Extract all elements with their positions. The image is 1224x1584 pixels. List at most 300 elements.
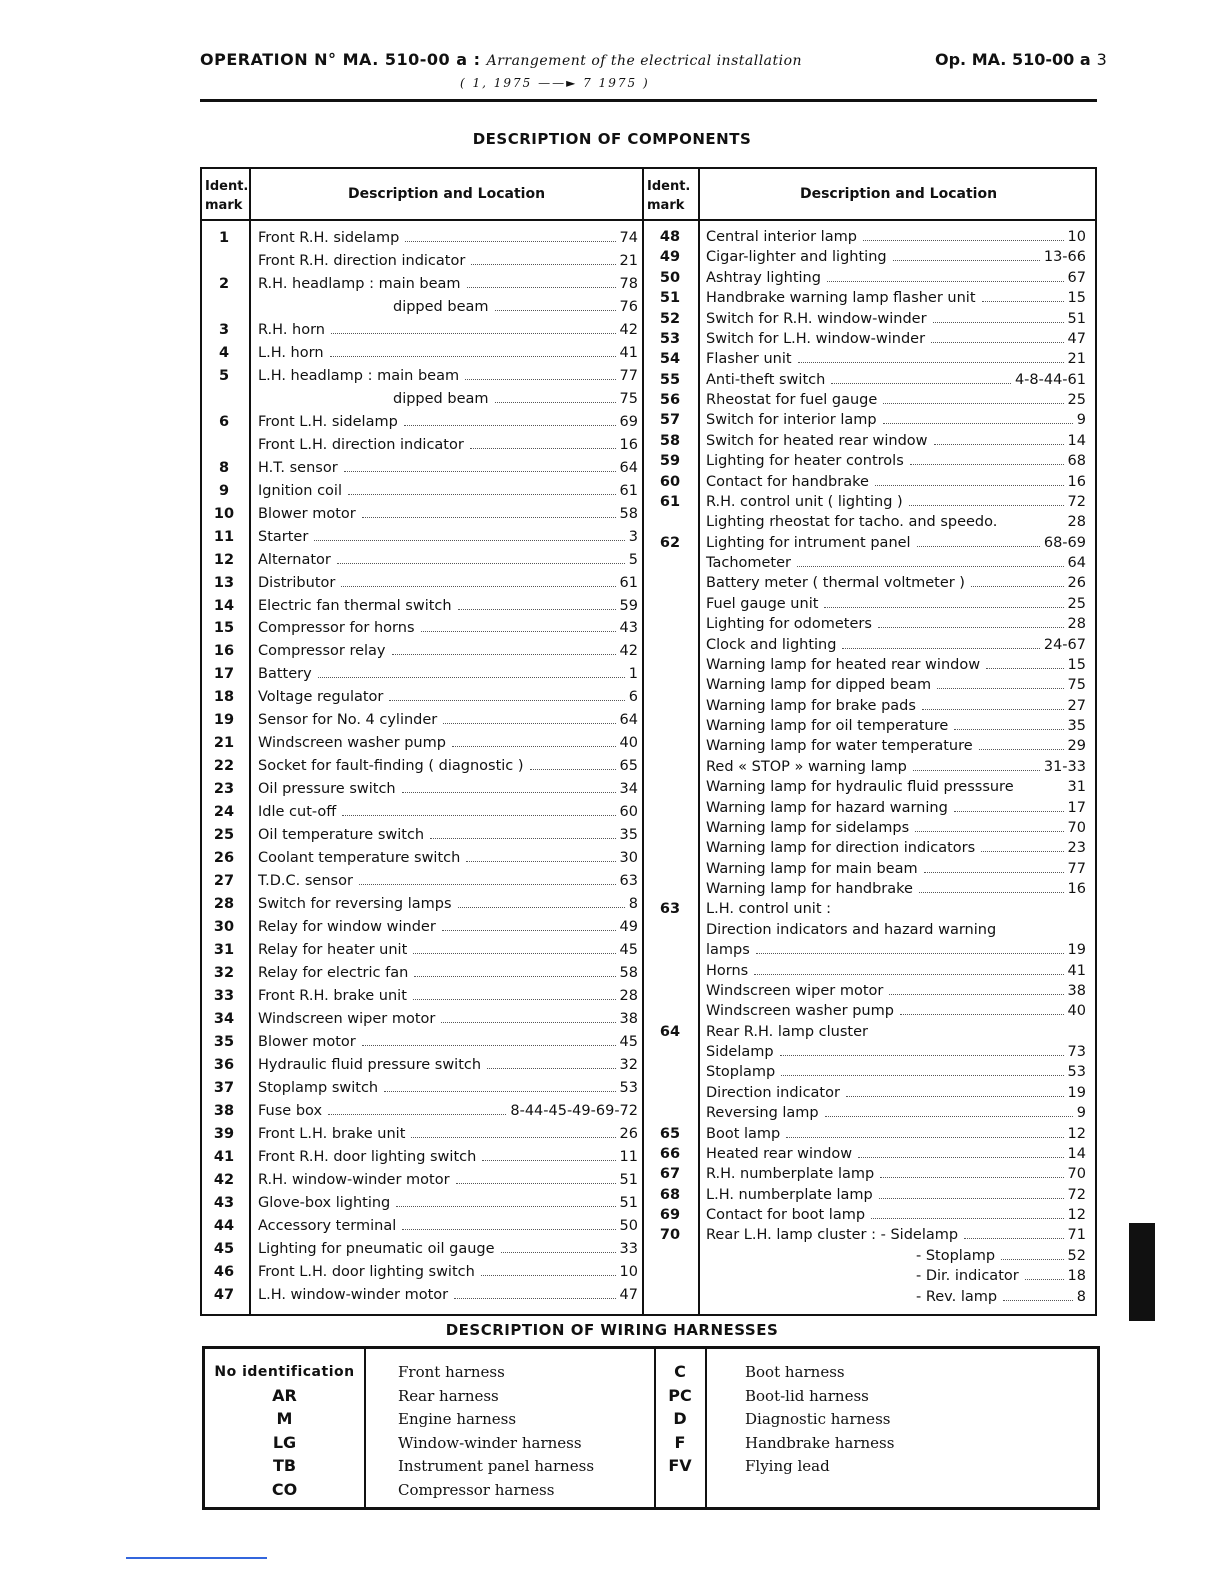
component-row: [202, 227, 642, 250]
ident-mark: 39: [213, 1125, 235, 1142]
component-row: [202, 916, 642, 939]
harness-code: PC: [668, 1385, 692, 1405]
components-table: [200, 167, 1097, 1316]
component-description: Central interior lamp: [706, 229, 857, 245]
component-description: Accessory terminal: [258, 1217, 397, 1234]
dot-leader: [441, 1022, 615, 1023]
component-row: [644, 472, 1097, 492]
component-row: [644, 798, 1097, 818]
dot-leader: [454, 1298, 615, 1299]
dot-leader: [831, 383, 1011, 384]
component-description: dipped beam: [393, 390, 489, 407]
location-reference: 24-67: [1043, 636, 1086, 653]
dot-leader: [1025, 1279, 1064, 1280]
location-reference: 75: [1067, 677, 1086, 694]
component-row: [644, 288, 1097, 308]
dot-leader: [781, 1075, 1063, 1076]
location-reference: 76: [619, 298, 638, 315]
dot-leader: [910, 464, 1064, 465]
location-reference: 8: [1076, 1288, 1086, 1305]
dot-leader: [331, 333, 616, 334]
dot-leader: [986, 668, 1063, 669]
component-description: Windscreen washer pump: [258, 735, 446, 752]
ident-mark: 49: [659, 249, 681, 266]
component-row: [202, 572, 642, 595]
component-row: [644, 594, 1097, 614]
component-description: Hydraulic fluid pressure switch: [258, 1056, 482, 1073]
dot-leader: [530, 769, 616, 770]
component-description: Warning lamp for sidelamps: [706, 819, 910, 836]
location-reference: 51: [1067, 310, 1086, 327]
location-reference: 33: [619, 1240, 638, 1257]
component-row: [644, 349, 1097, 369]
component-description: R.H. window-winder motor: [258, 1171, 450, 1188]
component-description: Fuel gauge unit: [706, 595, 819, 612]
location-reference: 26: [619, 1125, 638, 1142]
component-description: Relay for heater unit: [258, 942, 408, 959]
location-reference: 13-66: [1043, 249, 1086, 266]
component-description: Battery meter ( thermal voltmeter ): [706, 575, 965, 592]
dot-leader: [413, 953, 615, 954]
location-reference: 34: [619, 781, 638, 798]
location-reference: 47: [1067, 330, 1086, 347]
header-divider: [202, 219, 1095, 221]
component-row: [202, 503, 642, 526]
component-description: Rear R.H. lamp cluster: [706, 1023, 868, 1040]
col-desc-right: Description and Location: [799, 186, 998, 202]
harness-name: Rear harness: [398, 1386, 499, 1405]
location-reference: 64: [1067, 555, 1086, 571]
location-reference: 50: [619, 1217, 638, 1234]
location-reference: 31: [1067, 779, 1086, 796]
harness-name: Instrument panel harness: [398, 1457, 595, 1475]
ident-mark: 34: [213, 1010, 235, 1027]
ident-mark: 28: [213, 896, 235, 913]
component-row: [644, 1266, 1097, 1286]
location-reference: 67: [1067, 269, 1086, 286]
ident-mark: 6: [218, 413, 230, 430]
dot-leader: [458, 907, 625, 908]
left-component-list: [202, 227, 642, 1307]
component-row: [644, 1246, 1097, 1266]
component-row: [644, 635, 1097, 655]
component-row: [644, 757, 1097, 777]
harness-name: Front harness: [398, 1363, 505, 1381]
location-reference: 38: [619, 1010, 638, 1027]
location-reference: 52: [1067, 1247, 1086, 1264]
component-description: Stoplamp switch: [258, 1079, 379, 1096]
component-description: Rear L.H. lamp cluster : - Sidelamp: [706, 1227, 959, 1244]
dot-leader: [934, 444, 1064, 445]
ident-mark: 66: [659, 1145, 681, 1162]
component-description: Direction indicators and hazard warning: [706, 921, 997, 938]
component-row: [644, 247, 1097, 267]
harnesses-title: DESCRIPTION OF WIRING HARNESSES: [445, 1321, 779, 1339]
dot-leader: [495, 310, 616, 311]
component-row: [644, 553, 1097, 573]
harness-name: Boot-lid harness: [745, 1386, 869, 1405]
component-description: Warning lamp for handbrake: [706, 881, 913, 897]
component-row: [644, 655, 1097, 675]
component-description: R.H. numberplate lamp: [706, 1166, 875, 1183]
component-description: Glove-box lighting: [258, 1194, 391, 1211]
dot-leader: [404, 425, 616, 426]
component-row: [202, 365, 642, 388]
dot-leader: [982, 301, 1064, 302]
location-reference: 11: [619, 1148, 638, 1165]
dot-leader: [471, 264, 615, 265]
dot-leader: [405, 241, 615, 242]
ident-mark: 64: [659, 1023, 681, 1040]
location-reference: 73: [1067, 1044, 1086, 1060]
ident-mark: 23: [213, 781, 235, 798]
component-row: [202, 1215, 642, 1238]
component-description: Relay for window winder: [258, 919, 436, 936]
location-reference: 30: [619, 850, 638, 867]
location-reference: 8-44-45-49-69-72: [510, 1102, 638, 1119]
component-row: [644, 492, 1097, 512]
ident-mark: 48: [659, 229, 681, 245]
harness-code: No identification: [214, 1364, 355, 1380]
component-row: [644, 614, 1097, 634]
dot-leader: [900, 1014, 1064, 1015]
component-description: Front R.H. door lighting switch: [258, 1148, 477, 1165]
component-row: [644, 1042, 1097, 1062]
component-row: [202, 663, 642, 686]
location-reference: 53: [1067, 1064, 1086, 1081]
ident-mark: 70: [659, 1227, 681, 1244]
ident-mark: 1: [218, 230, 230, 246]
component-row: [202, 1146, 642, 1169]
dot-leader: [909, 505, 1064, 506]
component-row: [644, 920, 1097, 940]
component-row: [202, 801, 642, 824]
component-row: [644, 451, 1097, 471]
location-reference: 19: [1067, 942, 1086, 959]
dot-leader: [889, 994, 1063, 995]
component-description: Idle cut-off: [258, 804, 337, 821]
ident-mark: 25: [213, 827, 235, 844]
harness-code: FV: [668, 1456, 692, 1475]
harness-name: Compressor harness: [398, 1480, 555, 1499]
component-description: Distributor: [258, 574, 336, 591]
dot-leader: [883, 423, 1073, 424]
component-description: dipped beam: [393, 298, 489, 315]
dot-leader: [392, 654, 616, 655]
dot-leader: [979, 749, 1064, 750]
component-row: [202, 388, 642, 411]
component-description: Ashtray lighting: [706, 269, 821, 286]
component-description: lamps: [706, 942, 750, 959]
component-description: Warning lamp for hazard warning: [706, 799, 948, 816]
component-description: Compressor for horns: [258, 620, 415, 637]
location-reference: 35: [619, 827, 638, 844]
ident-mark: 58: [659, 432, 681, 449]
component-row: [202, 1054, 642, 1077]
location-reference: 17: [1067, 799, 1086, 816]
col-desc-left: Description and Location: [347, 186, 546, 202]
component-description: - Rev. lamp: [916, 1288, 998, 1305]
component-row: [202, 1100, 642, 1123]
dot-leader: [964, 1238, 1063, 1239]
component-row: [644, 512, 1097, 532]
location-reference: 47: [619, 1286, 638, 1303]
component-description: Oil temperature switch: [258, 827, 425, 844]
component-row: [644, 431, 1097, 451]
ident-mark: 69: [659, 1207, 681, 1223]
component-description: Lighting for heater controls: [706, 453, 904, 470]
location-reference: 25: [1067, 392, 1086, 408]
component-row: [644, 777, 1097, 797]
component-description: Stoplamp: [706, 1064, 776, 1081]
dot-leader: [456, 1183, 616, 1184]
component-description: Lighting for pneumatic oil gauge: [258, 1240, 495, 1257]
component-row: [644, 940, 1097, 960]
dot-leader: [915, 831, 1063, 832]
operation-subject: Arrangement of the electrical installation: [486, 53, 803, 69]
harness-code: M: [276, 1409, 293, 1428]
component-description: Relay for electric fan: [258, 965, 409, 981]
location-reference: 21: [619, 252, 638, 269]
dot-leader: [482, 1160, 615, 1161]
location-reference: 14: [1067, 432, 1086, 449]
location-reference: 72: [1067, 1186, 1086, 1203]
location-reference: 75: [619, 390, 638, 407]
ident-mark: 67: [659, 1166, 681, 1183]
component-description: Warning lamp for main beam: [706, 860, 918, 877]
location-reference: 59: [619, 597, 638, 614]
dot-leader: [467, 287, 616, 288]
harness-name: Flying lead: [745, 1457, 830, 1475]
dot-leader: [458, 609, 616, 610]
ident-mark: 27: [213, 873, 235, 890]
component-row: [644, 410, 1097, 430]
location-reference: 60: [619, 804, 638, 821]
ident-mark: 52: [659, 310, 681, 327]
harness-code: LG: [272, 1432, 297, 1452]
component-row: [644, 1164, 1097, 1184]
component-row: [202, 434, 642, 457]
component-description: Warning lamp for brake pads: [706, 697, 916, 714]
dot-leader: [318, 677, 625, 678]
ident-mark: 55: [659, 371, 681, 388]
col-ident-right: Ident. mark: [647, 179, 691, 213]
location-reference: 40: [1067, 1003, 1086, 1020]
ident-mark: 68: [659, 1186, 681, 1203]
right-component-list: [644, 227, 1097, 1307]
component-row: [202, 1169, 642, 1192]
location-reference: 69: [619, 413, 638, 430]
location-reference: 42: [619, 321, 638, 338]
operation-ref: Op. MA. 510-00 a: [935, 50, 1091, 69]
component-description: L.H. headlamp : main beam: [258, 367, 460, 384]
component-row: [202, 686, 642, 709]
dot-leader: [880, 1177, 1063, 1178]
dot-leader: [798, 362, 1064, 363]
component-description: Coolant temperature switch: [258, 850, 461, 867]
ident-mark: 12: [213, 551, 235, 568]
component-row: [202, 985, 642, 1008]
header-rule: [200, 99, 1097, 102]
dot-leader: [348, 494, 616, 495]
ident-mark: 33: [213, 987, 235, 1004]
location-reference: 49: [619, 919, 638, 936]
component-description: Switch for R.H. window-winder: [706, 310, 927, 327]
footer-line: [126, 1557, 267, 1559]
harness-code: CO: [271, 1479, 298, 1499]
location-reference: 68: [1067, 453, 1086, 470]
component-description: Starter: [258, 528, 309, 545]
location-reference: 23: [1067, 840, 1086, 857]
component-description: Warning lamp for hydraulic fluid presssure: [706, 779, 1014, 796]
ident-mark: 47: [213, 1286, 235, 1303]
ident-mark: 43: [213, 1194, 235, 1211]
ident-mark: 9: [218, 482, 230, 499]
component-description: Warning lamp for heated rear window: [706, 656, 981, 673]
component-row: [202, 549, 642, 572]
component-row: [202, 1261, 642, 1284]
component-description: Sensor for No. 4 cylinder: [258, 712, 438, 729]
ident-mark: 3: [218, 321, 230, 338]
ident-mark: 51: [659, 290, 681, 307]
dot-leader: [883, 403, 1063, 404]
component-row: [644, 533, 1097, 553]
location-reference: 6: [628, 689, 638, 706]
location-reference: 64: [619, 459, 638, 476]
dot-leader: [1001, 1259, 1063, 1260]
component-row: [644, 309, 1097, 329]
component-description: Contact for boot lamp: [706, 1207, 866, 1223]
component-row: [644, 1144, 1097, 1164]
ident-mark: 8: [218, 459, 230, 476]
component-description: Switch for reversing lamps: [258, 896, 452, 913]
component-description: Handbrake warning lamp flasher unit: [706, 290, 976, 307]
component-row: [202, 250, 642, 273]
dot-leader: [754, 974, 1063, 975]
location-reference: 77: [1067, 860, 1086, 877]
component-row: [202, 1077, 642, 1100]
dot-leader: [413, 999, 616, 1000]
location-reference: 14: [1067, 1145, 1086, 1162]
dot-leader: [954, 729, 1063, 730]
dot-leader: [359, 884, 616, 885]
component-description: Boot lamp: [706, 1125, 781, 1142]
location-reference: 10: [1067, 229, 1086, 245]
location-reference: 16: [619, 436, 638, 453]
location-reference: 78: [619, 275, 638, 292]
location-reference: 19: [1067, 1084, 1086, 1101]
dot-leader: [879, 1198, 1064, 1199]
location-reference: 8: [628, 896, 638, 913]
dot-leader: [825, 1116, 1073, 1117]
component-row: [202, 526, 642, 549]
ident-mark: 31: [213, 942, 235, 959]
component-row: [202, 1008, 642, 1031]
ident-mark: 14: [213, 597, 235, 614]
dot-leader: [495, 402, 616, 403]
harness-name: Boot harness: [745, 1363, 845, 1381]
component-description: Warning lamp for oil temperature: [706, 718, 949, 734]
component-description: Windscreen wiper motor: [258, 1010, 436, 1027]
component-description: Lighting rheostat for tacho. and speedo.: [706, 514, 998, 531]
components-title: DESCRIPTION OF COMPONENTS: [472, 130, 752, 148]
location-reference: 16: [1067, 881, 1086, 897]
component-row: [202, 296, 642, 319]
component-description: Reversing lamp: [706, 1105, 819, 1122]
component-row: [202, 847, 642, 870]
location-reference: 15: [1067, 656, 1086, 673]
component-row: [644, 736, 1097, 756]
ident-mark: 32: [213, 965, 235, 981]
location-reference: 42: [619, 643, 638, 660]
component-row: [644, 961, 1097, 981]
ident-mark: 41: [213, 1148, 235, 1165]
component-description: R.H. headlamp : main beam: [258, 275, 461, 292]
component-description: Warning lamp for dipped beam: [706, 677, 932, 694]
component-row: [644, 859, 1097, 879]
component-description: Lighting for intrument panel: [706, 534, 911, 551]
ident-mark: 37: [213, 1079, 235, 1096]
ident-mark: 13: [213, 574, 235, 591]
component-description: Rheostat for fuel gauge: [706, 392, 878, 408]
ident-mark: 61: [659, 493, 681, 510]
component-description: - Stoplamp: [916, 1247, 996, 1264]
dot-leader: [878, 627, 1064, 628]
component-row: [644, 696, 1097, 716]
component-row: [644, 1185, 1097, 1205]
location-reference: 28: [1067, 616, 1086, 633]
component-row: [644, 675, 1097, 695]
dot-leader: [922, 709, 1064, 710]
ident-mark: 56: [659, 392, 681, 408]
dot-leader: [411, 1137, 615, 1138]
location-reference: 41: [1067, 962, 1086, 979]
dot-leader: [396, 1206, 615, 1207]
component-row: [644, 1022, 1097, 1042]
dot-leader: [1003, 1300, 1073, 1301]
dot-leader: [341, 586, 615, 587]
component-description: Switch for heated rear window: [706, 432, 928, 449]
location-reference: 15: [1067, 290, 1086, 307]
location-reference: 72: [1067, 493, 1086, 510]
harness-table: [202, 1346, 1100, 1510]
ident-mark: 50: [659, 269, 681, 286]
component-row: [644, 1205, 1097, 1225]
component-description: R.H. horn: [258, 321, 325, 338]
ident-mark: 22: [213, 758, 235, 775]
location-reference: 61: [619, 482, 638, 499]
component-description: Fuse box: [258, 1102, 323, 1119]
component-row: [202, 640, 642, 663]
component-description: - Dir. indicator: [916, 1268, 1019, 1285]
location-reference: 4-8-44-61: [1014, 371, 1086, 388]
component-description: L.H. numberplate lamp: [706, 1186, 873, 1203]
dot-leader: [756, 953, 1064, 954]
location-reference: 9: [1076, 412, 1086, 429]
location-reference: 68-69: [1043, 534, 1086, 551]
component-description: Windscreen wiper motor: [706, 982, 884, 999]
component-row: [202, 1123, 642, 1146]
page-reference: [935, 50, 1107, 69]
component-row: [644, 981, 1097, 1001]
component-row: [644, 1103, 1097, 1123]
dot-leader: [389, 700, 624, 701]
location-reference: 31-33: [1043, 758, 1086, 775]
dot-leader: [330, 356, 616, 357]
component-row: [202, 962, 642, 985]
location-reference: 5: [628, 551, 638, 568]
component-description: Tachometer: [706, 555, 791, 571]
